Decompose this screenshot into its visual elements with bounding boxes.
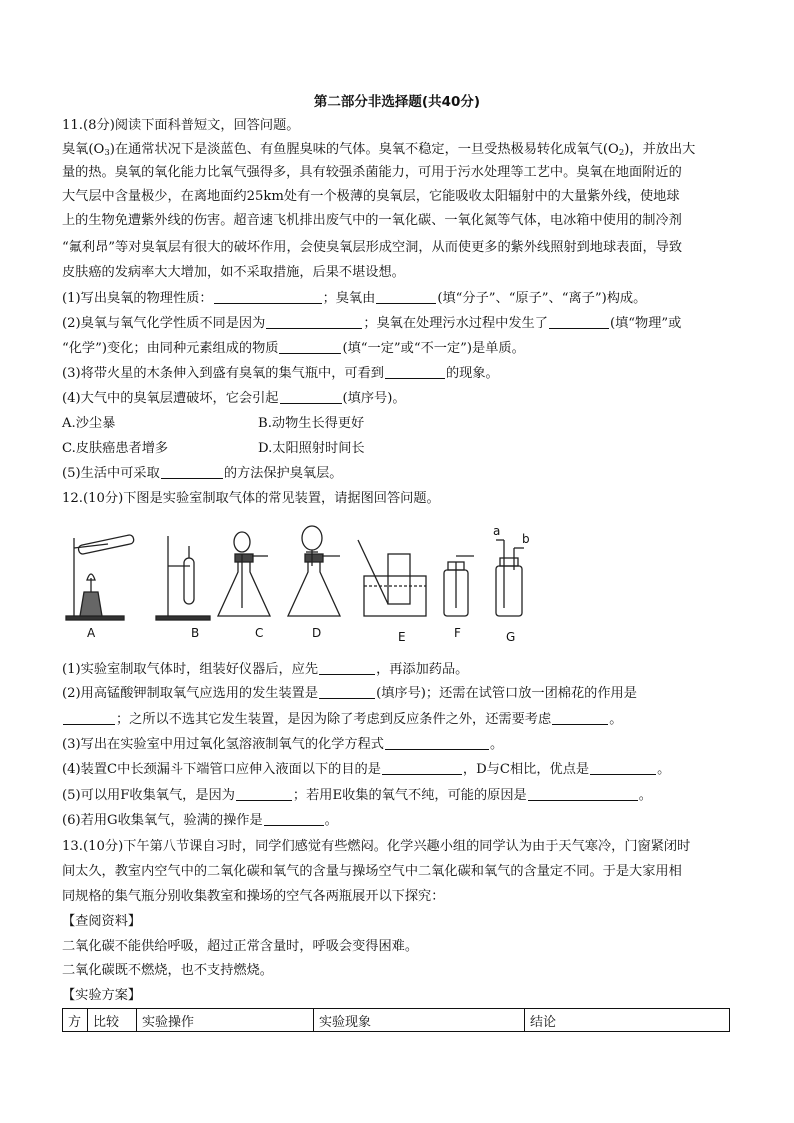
q13-paragraph-line-1: 13.(10分)下午第八节课自习时，同学们感觉有些燃闷。化学兴趣小组的同学认为由于天气寒冷，门窗紧闭时 <box>62 839 691 854</box>
q11-passage-line-1: 臭氧$(O_3)$在通常状况下是淡蓝色、有鱼腥臭味的气体。臭氧不稳定，一旦受热极易转化成氧气$(O_2)$，并放出大 <box>62 142 696 158</box>
answer-blank[interactable] <box>385 735 489 750</box>
apparatus-label-g: G <box>506 630 516 644</box>
q12-heading: 12.(10分)下图是实验室制取气体的常见装置，请据图回答问题。 <box>62 491 440 506</box>
answer-blank[interactable] <box>385 364 445 379</box>
table-header-cell: 结论 <box>525 1009 730 1032</box>
q12-sub-6: (6)若用G收集氧气，验满的操作是 。 <box>62 813 338 828</box>
answer-blank[interactable] <box>319 684 375 699</box>
q11-option-d: D.太阳照射时间长 <box>258 441 365 456</box>
q12-sub-5: (5)可以用F收集氧气，是因为 ；若用E收集的氧气不纯，可能的原因是 。 <box>62 788 652 803</box>
answer-blank[interactable] <box>552 710 608 725</box>
table-header-cell: 实验现象 <box>314 1009 525 1032</box>
q11-sub-5: (5)生活中可采取 的方法保护臭氧层。 <box>62 466 343 481</box>
answer-blank[interactable] <box>280 389 342 404</box>
q11-passage-line-3: 大气层中含量极少，在离地面约25km处有一个极薄的臭氧层，它能吸收太阳辐射中的大量紫外线，使地球 <box>62 189 680 204</box>
q12-sub-1: (1)实验室制取气体时，组装好仪器后，应先 ，再添加药品。 <box>62 662 469 677</box>
tube-label-b: b <box>522 532 530 546</box>
lab-apparatus-figure <box>62 520 532 645</box>
apparatus-label-c: C <box>255 626 264 640</box>
answer-blank[interactable] <box>376 289 436 304</box>
q11-sub-2: (2)臭氧与氧气化学性质不同是因为 ；臭氧在处理污水过程中发生了 (填“物理”或 <box>62 316 682 331</box>
q13-paragraph-line-2: 间太久，教室内空气中的二氧化碳和氧气的含量与操场空气中二氧化碳和氧气的含量定不同。于是大家用相 <box>62 864 682 879</box>
table-header-cell: 比较 <box>88 1009 137 1032</box>
q13-reference-1: 二氧化碳不能供给呼吸，超过正常含量时，呼吸会变得困难。 <box>62 939 419 954</box>
q12-sub-2: (2)用高锰酸钾制取氧气应选用的发生装置是 (填序号)；还需在试管口放一团棉花的作用是 <box>62 686 637 701</box>
answer-blank[interactable] <box>161 464 223 479</box>
answer-blank[interactable] <box>528 786 638 801</box>
table-header-cell: 实验操作 <box>137 1009 314 1032</box>
apparatus-label-b: B <box>191 626 200 640</box>
answer-blank[interactable] <box>236 786 292 801</box>
answer-blank[interactable] <box>264 811 324 826</box>
tube-label-a: a <box>493 524 501 538</box>
q11-passage-line-6: 皮肤癌的发病率大大增加，如不采取措施，后果不堪设想。 <box>62 265 405 280</box>
q13-reference-heading: 【查阅资料】 <box>62 914 142 929</box>
answer-blank[interactable] <box>549 314 609 329</box>
apparatus-label-e: E <box>398 630 406 644</box>
experiment-plan-table <box>62 1008 730 1032</box>
answer-blank[interactable] <box>214 289 322 304</box>
answer-blank[interactable] <box>266 314 362 329</box>
answer-blank[interactable] <box>319 660 375 675</box>
q11-sub-3: (3)将带火星的木条伸入到盛有臭氧的集气瓶中，可看到 的现象。 <box>62 366 499 381</box>
q11-heading: 11.(8分)阅读下面科普短文，回答问题。 <box>62 118 300 133</box>
q11-sub-4: (4)大气中的臭氧层遭破坏，它会引起 (填序号)。 <box>62 391 406 406</box>
q13-plan-heading: 【实验方案】 <box>62 988 142 1003</box>
section-title: 第二部分非选择题(共40分) <box>313 94 481 110</box>
q11-option-b: B.动物生长得更好 <box>258 416 365 431</box>
answer-blank[interactable] <box>63 710 115 725</box>
q12-sub-2-cont: ；之所以不选其它发生装置，是因为除了考虑到反应条件之外，还需要考虑 。 <box>62 710 622 730</box>
table-header-row <box>63 1009 730 1032</box>
q12-sub-4: (4)装置C中长颈漏斗下端管口应伸入液面以下的目的是 ，D与C相比，优点是 。 <box>62 762 671 777</box>
q11-passage-line-4: 上的生物免遭紫外线的伤害。超音速飞机排出废气中的一氧化碳、一氧化氮等气体，电冰箱中使用的制冷剂 <box>62 213 682 228</box>
q13-reference-2: 二氧化碳既不燃烧，也不支持燃烧。 <box>62 963 273 978</box>
q11-passage-line-5: “氟利昂”等对臭氧层有很大的破坏作用，会使臭氧层形成空洞，从而使更多的紫外线照射到地球表面，导致 <box>62 240 683 255</box>
apparatus-drawing <box>62 520 532 645</box>
q11-option-a: A.沙尘暴 <box>62 416 116 431</box>
answer-blank[interactable] <box>382 760 462 775</box>
q11-sub-2-cont: “化学”)变化；由同种元素组成的物质 (填“一定”或“不一定”)是单质。 <box>62 341 525 356</box>
answer-blank[interactable] <box>590 760 656 775</box>
q13-paragraph-line-3: 同规格的集气瓶分别收集教室和操场的空气各两瓶展开以下探究： <box>62 889 445 904</box>
apparatus-label-d: D <box>312 626 322 640</box>
q12-sub-3: (3)写出在实验室中用过氧化氢溶液制氧气的化学方程式 。 <box>62 737 504 752</box>
apparatus-label-a: A <box>87 626 96 640</box>
q11-sub-1: (1)写出臭氧的物理性质： ；臭氧由 (填“分子”、“原子”、“离子”)构成。 <box>62 291 647 306</box>
q11-passage-line-2: 量的热。臭氧的氧化能力比氧气强得多，具有较强杀菌能力，可用于污水处理等工艺中。臭氧在地面附近的 <box>62 165 682 180</box>
apparatus-label-f: F <box>454 626 461 640</box>
answer-blank[interactable] <box>279 339 341 354</box>
q11-option-c: C.皮肤癌患者增多 <box>62 441 169 456</box>
table-header-cell: 方 <box>63 1009 88 1032</box>
